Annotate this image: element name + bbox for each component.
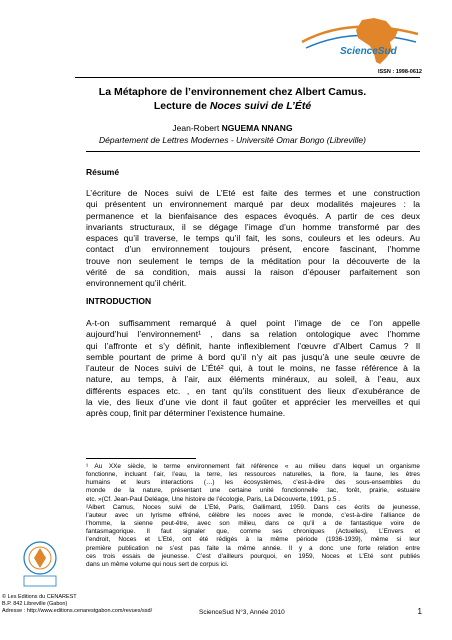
intro-line: aujourd’hui l’environnement¹ , dans sa relation ontologique avec l’homme xyxy=(86,329,420,340)
resume-line: espaces qu’il traverse, le temps qu’il fait, les sons, couleurs et les odeurs. Au xyxy=(86,233,420,244)
page-number: 1 xyxy=(417,607,422,616)
publisher-url[interactable]: Adresse : http://www.editions.cenarestgabon.com/revues/ssd/ xyxy=(2,608,153,614)
footnote-line: etc. »(Cf. Jean-Paul Deléage, Une histoire de l’écologie, Paris, La Découverte, 1991, p.5 . xyxy=(86,495,340,503)
resume-heading: Résumé xyxy=(86,167,120,177)
intro-line: qui l’affronte et s’y définit, hante inflexiblement l’œuvre d’Albert Camus ? Il xyxy=(86,340,420,351)
introduction-heading: INTRODUCTION xyxy=(86,296,152,306)
journal-footer: ScienceSud N°3, Année 2010 xyxy=(199,609,285,616)
author-first-name: Jean-Robert xyxy=(172,123,222,133)
title-prefix: Lecture de xyxy=(153,100,210,112)
footnote-line: monde de la nature, présentant une certaine unité fonctionnelle :lac, forêt, prairie, estuaire xyxy=(86,487,420,495)
resume-line: L’écriture de Noces suivi de L’Eté est faite des termes et une construction xyxy=(86,188,420,198)
footnote-line: fantasmagorique. Il faut signaler que, comme ses chroniques (Actuelles), L’Envers et xyxy=(86,528,420,536)
cenarest-seal xyxy=(20,536,60,590)
footnote-line: dans un même volume qui nous sert de corpus ici. xyxy=(86,560,229,568)
logo-text: ScienceSud xyxy=(340,46,397,57)
intro-line: l’auteur de Noces suivi de L’Été² qui, à tout le moins, ne fasse référence à la xyxy=(86,363,420,374)
header-rule xyxy=(75,77,420,78)
footnotes xyxy=(86,463,420,569)
intro-line: nature, au temps, à l’air, aux éléments minéraux, au soleil, à l’eau, aux xyxy=(86,374,420,385)
resume-line: invariants structuraux, il se dégage l’image d’un homme transformé par des xyxy=(86,221,420,232)
publisher-address: B.P. 842 Libreville (Gabon) xyxy=(2,601,68,607)
intro-line: différents espaces etc. , en tant qu’ils constituent des lieux d’exubérance de xyxy=(86,385,420,396)
title-italic-work: Noces suivi de L’Été xyxy=(209,100,312,112)
resume-line: permanence et la bienfaisance des espaces évoqués. A partir de ces deux xyxy=(86,210,420,221)
resume-line: qui présentent un environnement marqué par deux modalités majeures : la xyxy=(86,199,420,210)
intro-line: après coup, finit par déterminer l’existence humaine. xyxy=(86,408,286,419)
publisher-info xyxy=(2,594,152,615)
article-title-line1: La Métaphore de l’environnement chez Albert Camus. xyxy=(98,86,367,98)
intro-line: A-t-on suffisamment remarqué à quel point l’image de ce l’on appelle xyxy=(86,318,420,328)
footnote-line: ²Albert Camus, Noces suivi de L’Été, Paris, Gallimard, 1959. Dans ces écrits de jeunesse, xyxy=(86,503,420,511)
author xyxy=(60,123,405,133)
resume-line: vérité de sa condition, mais aussi la raison d’épouser parfaitement son xyxy=(86,267,420,278)
resume-line: trouve non seulement le temps de la méditation pour la découverte de la xyxy=(86,255,420,266)
intro-line: semble pourtant de prime à bord qu’il n’y ait pas jusqu’à une seule œuvre de xyxy=(86,351,420,362)
footnote-line: première publication ne s’est pas faite la même année. Il y a donc une forte relation entre xyxy=(86,544,420,552)
title-rule xyxy=(86,151,420,152)
footnote-line: l’homme, la sienne peut-être, avec son milieu, dans ce qu’il a de fantastique voire de xyxy=(86,520,420,528)
footnote-line: ces trois essais de jeunesse. C’est d’ailleurs pourquoi, en 1959, Noces et L’Été sont publiés xyxy=(86,552,420,560)
author-last-name: NGUEMA NNANG xyxy=(221,123,293,133)
resume-paragraph xyxy=(86,188,420,290)
resume-line: contact d’un environnement toujours présent, encore fascinant, l’homme xyxy=(86,244,420,255)
sciencesud-logo xyxy=(300,12,420,70)
footnote-line: humains et leurs interactions (…) les écosystèmes, c’est-à-dire des sous-ensembles du xyxy=(86,479,420,487)
footnote-rule xyxy=(86,458,196,459)
seal-icon xyxy=(20,536,60,590)
footnote-line: l’endroit, Noces et L’Été, ont été rédigés à la même période (1936-1939), même si leur xyxy=(86,536,420,544)
footnote-line: ¹ Au XXe siècle, le terme environnement fait référence « au milieu dans lequel un organisme xyxy=(86,463,420,470)
resume-line: environnement qu’il chérit. xyxy=(86,278,187,289)
department: Département de Lettres Modernes - Université Omar Bongo (Libreville) xyxy=(99,135,366,145)
footnote-line: fonctionne, incluant l’air, l’eau, la terre, les ressources naturelles, la flore, la faune, les êtres xyxy=(86,471,420,479)
article-title-line2 xyxy=(60,99,405,113)
issn: ISSN : 1998-0612 xyxy=(377,69,422,75)
africa-map-icon xyxy=(300,12,420,70)
footnote-line: l’auteur avec un lyrisme effréné, célèbre les noces avec le monde, c’est-à-dire l’alliance de xyxy=(86,511,420,519)
publisher-line: © Les Editions du CENAREST xyxy=(2,594,77,600)
intro-line: la vie, des lieux d’une vie dont il faut goûter et apprécier les merveilles et qui xyxy=(86,397,420,408)
introduction-paragraph xyxy=(86,318,420,420)
